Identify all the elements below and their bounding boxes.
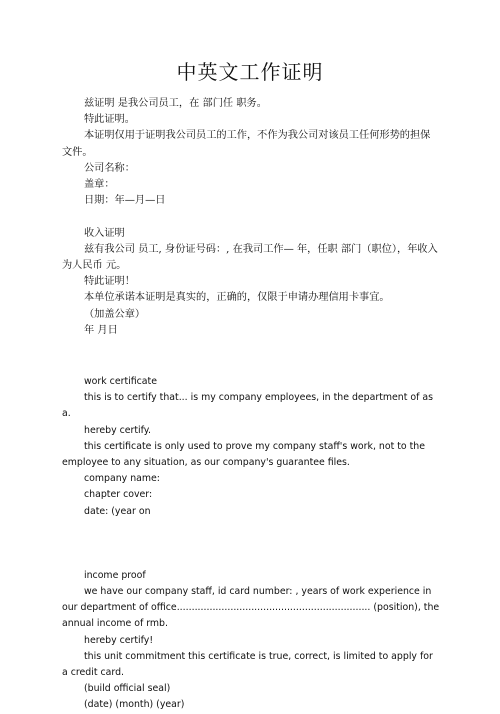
cn-hereby-certify: 特此证明！ <box>84 276 135 288</box>
cn-year-month-day: 年 月日 <box>84 324 118 336</box>
en-work-line-1: this is to certify that... is my company employees, in the department of as a. <box>62 392 434 420</box>
en-chapter-cover: chapter cover: <box>84 489 153 501</box>
en-official-seal: (build official seal) <box>84 683 171 695</box>
chinese-section <box>62 96 438 339</box>
document-title: 中英文工作证明 <box>176 60 324 84</box>
cn-official-seal: （加盖公章） <box>84 308 146 320</box>
en-work-line-3: this certificate is only used to prove my company staff's work, not to the employee to any situation, as our company's guarantee files. <box>62 440 426 469</box>
cn-section-gap <box>62 209 438 225</box>
cn-work-line-3: 本证明仅用于证明我公司员工的工作，不作为我公司对该员工任何形势的担保文件。 <box>62 130 431 158</box>
en-section-gap <box>62 520 440 568</box>
english-section <box>62 374 440 714</box>
en-work-line-2: hereby certify. <box>84 424 151 436</box>
cn-income-title: 收入证明 <box>84 227 125 239</box>
cn-commitment: 本单位承诺本证明是真实的，正确的，仅限于申请办理信用卡事宜。 <box>84 292 390 304</box>
cn-work-line-1: 兹证明 是我公司员工，在 部门任 职务。 <box>84 98 267 109</box>
en-work-title: work certificate <box>84 376 157 387</box>
en-date-month-year: (date) (month) (year) <box>84 699 185 711</box>
en-hereby-certify: hereby certify! <box>84 634 154 646</box>
cn-company-name: 公司名称： <box>84 162 135 174</box>
en-income-body: we have our company staff, id card number: , years of work experience in our department of office................................................................. (position), the annual income of rmb. <box>62 586 440 630</box>
cn-date: 日期：年—月—日 <box>84 195 166 207</box>
en-date: date: (year on <box>84 505 151 517</box>
en-commitment: this unit commitment this certificate is true, correct, is limited to apply for a credit card. <box>62 650 433 679</box>
cn-work-line-2: 特此证明。 <box>84 114 135 126</box>
en-company-name: company name: <box>84 473 160 485</box>
cn-seal: 盖章： <box>84 179 115 191</box>
en-income-title: income proof <box>84 569 146 581</box>
cn-income-body: 兹有我公司 员工, 身份证号码：, 在我司工作— 年，任职 部门（职位），年收入为人民币 元。 <box>62 243 438 272</box>
